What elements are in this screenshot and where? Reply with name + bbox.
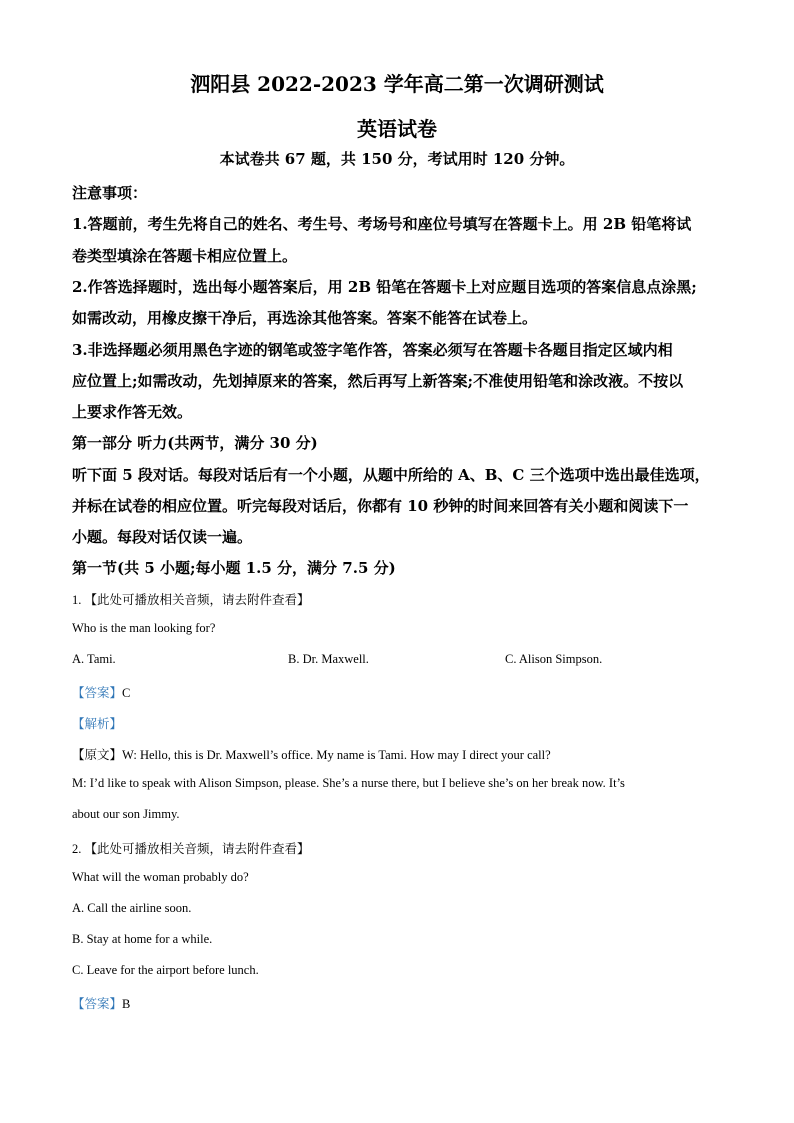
section1-heading: 第一节(共 5 小题;每小题 1.5 分，满分 7.5 分) <box>72 559 396 577</box>
notes-line-1: 1.答题前，考生先将自己的姓名、考生号、考场号和座位号填写在答题卡上。用 2B 铅笔将试 <box>72 215 692 233</box>
q1-analysis-line <box>72 714 122 732</box>
notes-line-4: 如需改动，用橡皮擦干净后，再选涂其他答案。答案不能答在试卷上。 <box>72 309 538 327</box>
q1-audio-link[interactable]: 【此处可播放相关音频，请去附件查看】 <box>84 592 310 607</box>
notes-line-6: 应位置上;如需改动，先划掉原来的答案，然后再写上新答案;不准使用铅笔和涂改液。不按以 <box>72 372 684 390</box>
q1-option-b: B. Dr. Maxwell. <box>288 652 369 666</box>
q1-answer-tag: 【答案】 <box>72 685 123 700</box>
q1-question: Who is the man looking for? <box>72 621 216 635</box>
q1-source-line <box>72 745 551 763</box>
part1-instructions-2: 并标在试卷的相应位置。听完每段对话后，你都有 10 秒钟的时间来回答有关小题和阅读下一 <box>72 497 689 515</box>
q2-answer: B <box>122 997 131 1011</box>
q2-audio-line <box>72 839 310 857</box>
exam-subtitle: 英语试卷 <box>357 117 437 141</box>
q1-source-tag: 【原文】 <box>72 747 123 762</box>
exam-intro: 本试卷共 67 题，共 150 分，考试用时 120 分钟。 <box>219 150 575 168</box>
notes-line-5: 3.非选择题必须用黑色字迹的钢笔或签字笔作答，答案必须写在答题卡各题目指定区域内相 <box>72 341 673 359</box>
q2-answer-line <box>72 994 130 1012</box>
part1-instructions-3: 小题。每段对话仅读一遍。 <box>72 528 253 546</box>
q1-source-m1: M: I’d like to speak with Alison Simpson, please. She’s a nurse there, but I believe she’s on her break now. It’s <box>72 776 625 790</box>
q2-question: What will the woman probably do? <box>72 870 249 884</box>
q1-source-m2: about our son Jimmy. <box>72 807 180 821</box>
notes-line-3: 2.作答选择题时，选出每小题答案后，用 2B 铅笔在答题卡上对应题目选项的答案信息点涂黑; <box>72 278 697 296</box>
q1-audio-line <box>72 590 310 608</box>
q2-option-b: B. Stay at home for a while. <box>72 932 213 946</box>
q1-answer-line <box>72 683 130 701</box>
q1-answer: C <box>122 686 131 700</box>
part1-instructions-1: 听下面 5 段对话。每段对话后有一个小题，从题中所给的 A、B、C 三个选项中选出最佳选项， <box>72 466 710 484</box>
q2-number: 2. <box>72 842 82 856</box>
q2-option-a: A. Call the airline soon. <box>72 901 192 915</box>
q1-option-a: A. Tami. <box>72 652 116 666</box>
notes-line-7: 上要求作答无效。 <box>72 403 193 421</box>
q2-option-c: C. Leave for the airport before lunch. <box>72 963 259 977</box>
q1-number: 1. <box>72 593 82 607</box>
q2-answer-tag: 【答案】 <box>72 996 123 1011</box>
q2-audio-link[interactable]: 【此处可播放相关音频，请去附件查看】 <box>84 841 310 856</box>
q1-option-c: C. Alison Simpson. <box>505 652 603 666</box>
notes-line-2: 卷类型填涂在答题卡相应位置上。 <box>72 247 298 265</box>
exam-title: 泗阳县 2022-2023 学年高二第一次调研测试 <box>190 72 604 96</box>
q1-analysis-tag: 【解析】 <box>72 716 123 731</box>
notes-heading: 注意事项： <box>72 184 148 202</box>
q1-source-w: W: Hello, this is Dr. Maxwell’s office. My name is Tami. How may I direct your call? <box>122 748 551 762</box>
part1-heading: 第一部分 听力(共两节，满分 30 分) <box>72 434 318 452</box>
